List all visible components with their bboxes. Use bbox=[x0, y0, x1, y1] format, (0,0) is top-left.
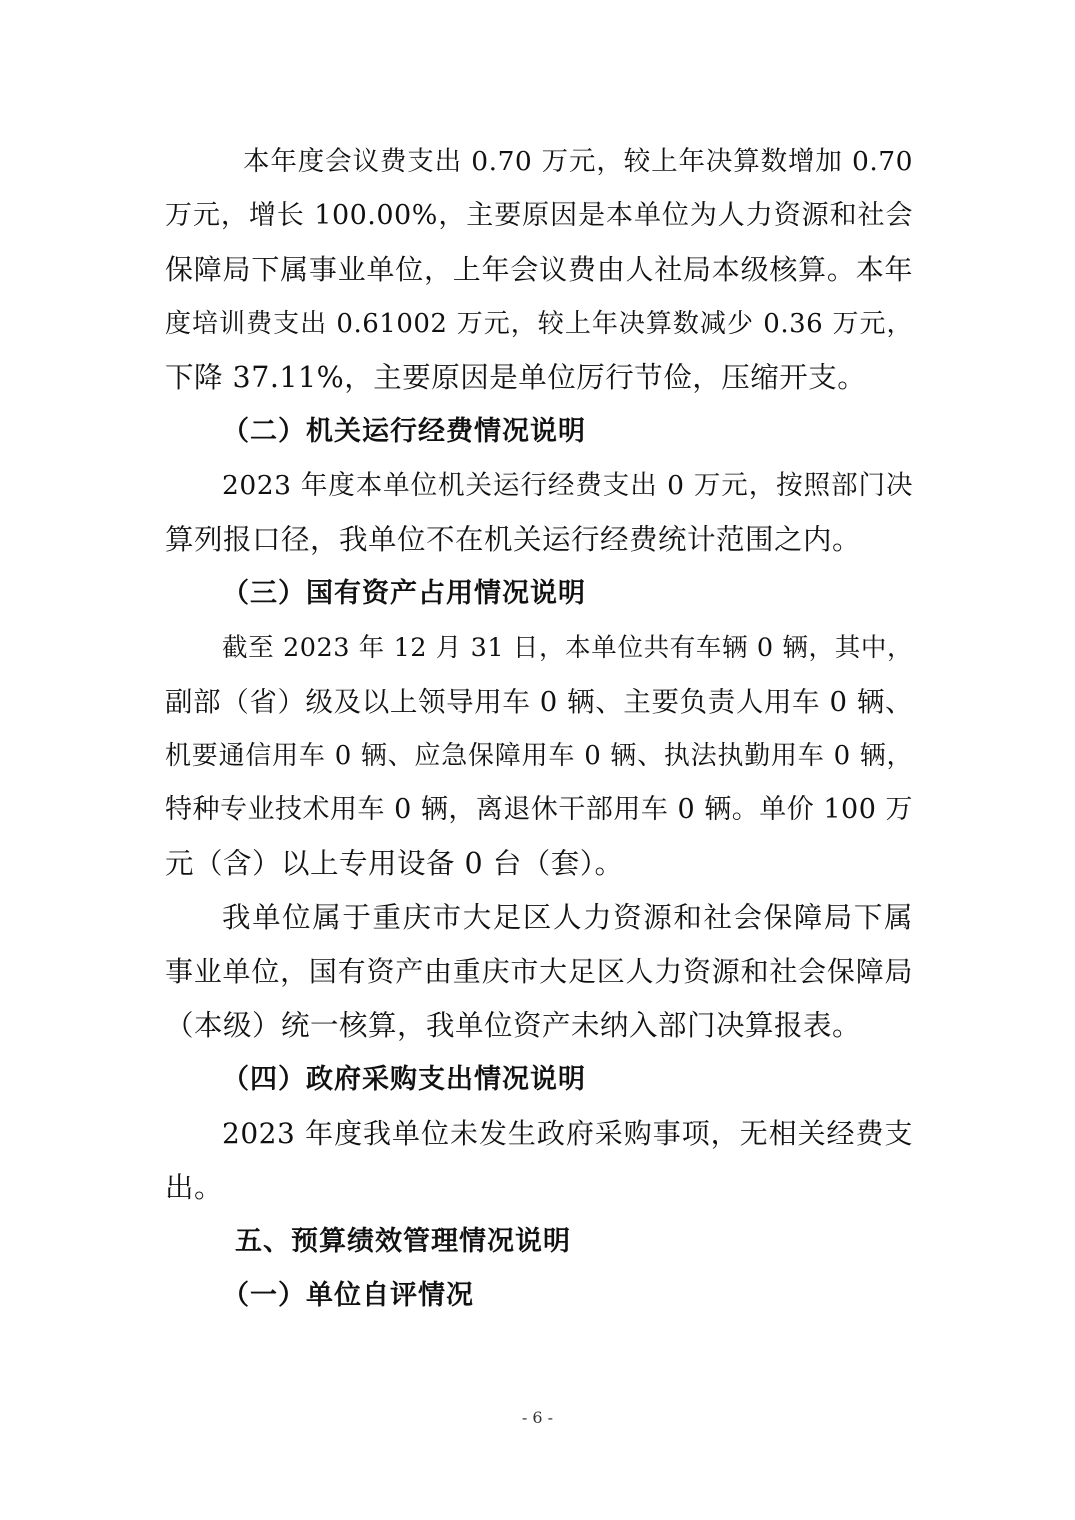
paragraph-line: 事业单位，国有资产由重庆市大足区人力资源和社会保障局 bbox=[165, 955, 913, 988]
section-heading: （四）政府采购支出情况说明 bbox=[222, 1064, 586, 1095]
paragraph-line: 算列报口径，我单位不在机关运行经费统计范围之内。 bbox=[165, 523, 862, 556]
paragraph-line: 出。 bbox=[165, 1171, 224, 1204]
paragraph-line: 下降 37.11%，主要原因是单位厉行节俭，压缩开支。 bbox=[165, 361, 867, 394]
section-heading: （二）机关运行经费情况说明 bbox=[222, 416, 586, 447]
paragraph-line: （本级）统一核算，我单位资产未纳入部门决算报表。 bbox=[165, 1009, 862, 1042]
paragraph-line: 度培训费支出 0.61002 万元，较上年决算数减少 0.36 万元， bbox=[165, 309, 913, 339]
paragraph-line: 2023 年度我单位未发生政府采购事项，无相关经费支 bbox=[222, 1117, 913, 1150]
paragraph-line: 保障局下属事业单位，上年会议费由人社局本级核算。本年 bbox=[165, 253, 913, 286]
paragraph-line: 特种专业技术用车 0 辆，离退休干部用车 0 辆。单价 100 万 bbox=[165, 794, 913, 825]
paragraph-line: 元（含）以上专用设备 0 台（套）。 bbox=[165, 847, 624, 880]
paragraph-line: 2023 年度本单位机关运行经费支出 0 万元，按照部门决 bbox=[222, 470, 913, 501]
paragraph-line: 机要通信用车 0 辆、应急保障用车 0 辆、执法执勤用车 0 辆， bbox=[165, 741, 913, 771]
page-number: - 6 - bbox=[521, 1408, 554, 1427]
section-heading: （三）国有资产占用情况说明 bbox=[222, 578, 586, 609]
paragraph-line: 万元，增长 100.00%，主要原因是本单位为人力资源和社会 bbox=[165, 200, 913, 231]
paragraph-line: 本年度会议费支出 0.70 万元，较上年决算数增加 0.70 bbox=[243, 146, 913, 177]
paragraph-line: 副部（省）级及以上领导用车 0 辆、主要负责人用车 0 辆、 bbox=[165, 686, 913, 718]
paragraph-line: 截至 2023 年 12 月 31 日，本单位共有车辆 0 辆，其中， bbox=[222, 633, 913, 663]
section-heading: （一）单位自评情况 bbox=[222, 1280, 474, 1311]
chapter-heading: 五、预算绩效管理情况说明 bbox=[235, 1226, 571, 1257]
paragraph-line: 我单位属于重庆市大足区人力资源和社会保障局下属 bbox=[222, 901, 913, 934]
